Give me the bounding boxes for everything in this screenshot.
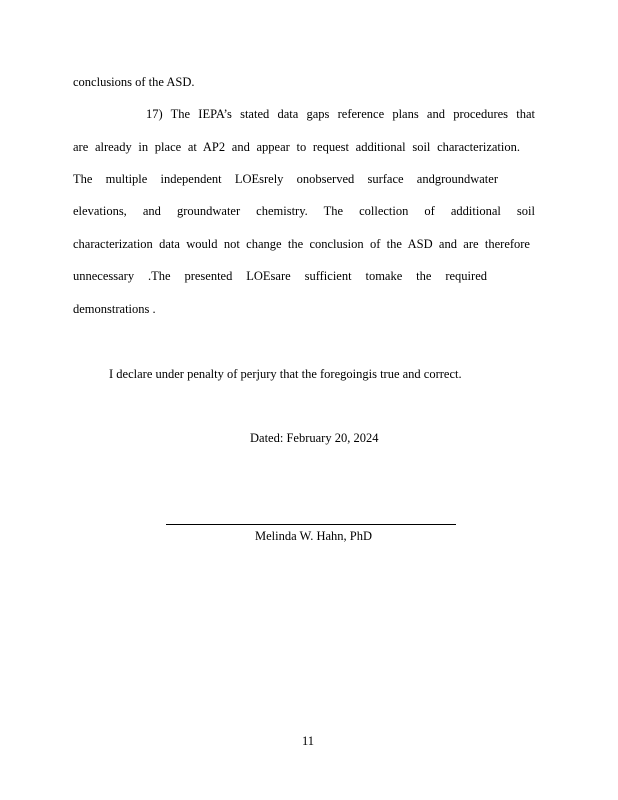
paragraph-17-line-4: elevations, and groundwater chemistry. The collection of additional soil: [73, 204, 535, 218]
page-number: 11: [302, 734, 315, 748]
declaration-statement: I declare under penalty of perjury that the foregoingis true and correct.: [109, 367, 462, 381]
dated-line: Dated: February 20, 2024: [250, 431, 379, 445]
paragraph-17-line-1: 17) The IEPA’s stated data gaps reference plans and procedures that: [146, 107, 535, 121]
signatory-name: Melinda W. Hahn, PhD: [255, 529, 373, 543]
continuation-line: conclusions of the ASD.: [73, 75, 195, 89]
signature-line-overlay: [210, 524, 432, 525]
paragraph-17-line-6: unnecessary .The presented LOEsare sufficient tomake the required: [73, 269, 487, 283]
paragraph-17-line-7: demonstrations .: [73, 302, 156, 316]
paragraph-17-line-3: The multiple independent LOEsrely onobserved surface andgroundwater: [73, 172, 498, 186]
paragraph-17-line-5: characterization data would not change the conclusion of the ASD and are therefore: [73, 237, 530, 251]
paragraph-17-line-2: are already in place at AP2 and appear to request additional soil characterization.: [73, 140, 520, 154]
